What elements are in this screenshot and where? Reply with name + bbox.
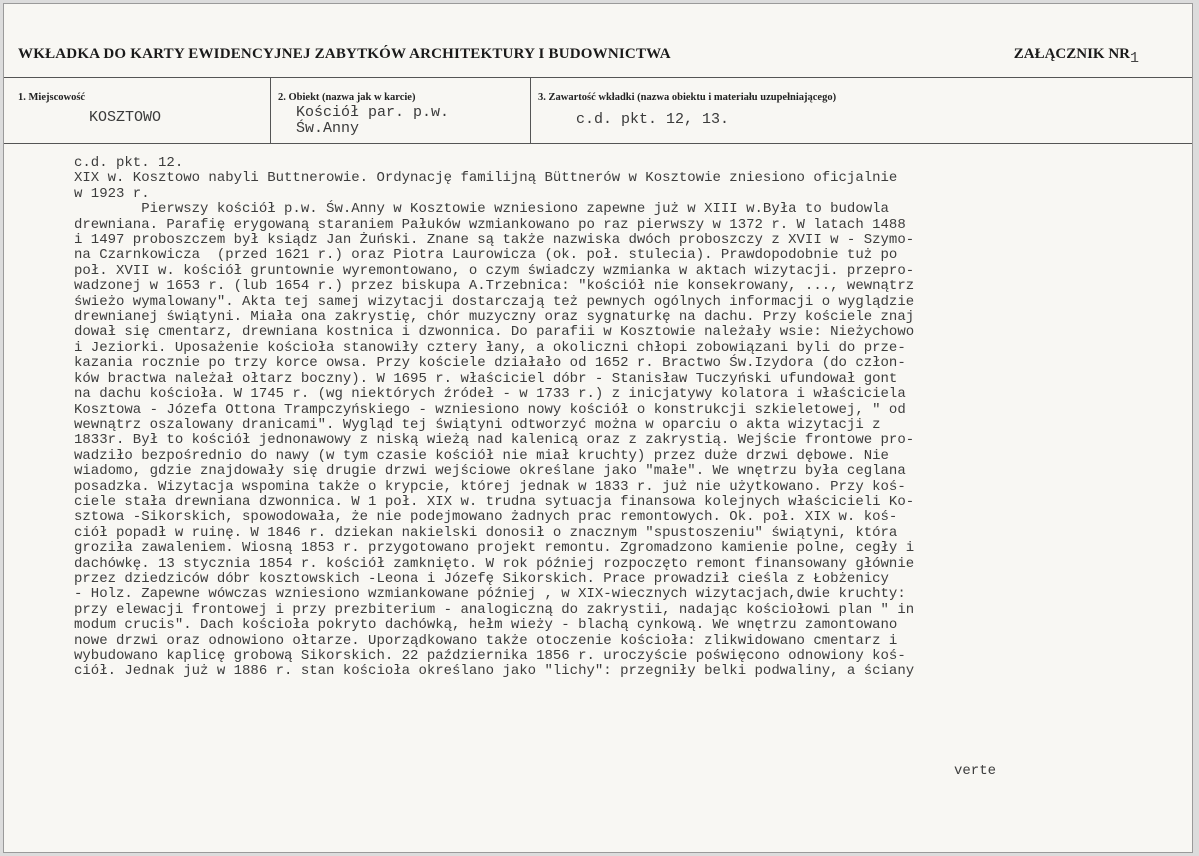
body-line: na Czarnkowicza (przed 1621 r.) oraz Piotra Laurowicza (ok. poł. stulecia). Prawdopodobnie tuż po xyxy=(74,247,898,264)
body-line: ciele stała drewniana dzwonnica. W 1 poł. XIX w. trudna sytuacja finansowa kolejnych właścicieli Ko- xyxy=(74,493,915,510)
body-line: posadzka. Wizytacja wspomina także o krypcie, której jednak w 1833 r. już nie użytkowano. Przy koś- xyxy=(74,478,906,495)
body-line: ciół. Jednak już w 1886 r. stan kościoła określano jako "lichy": przegniły belki podwaliny, a ściany xyxy=(74,663,915,680)
body-line: dował się cmentarz, drewniana kostnica i dzwonnica. Do parafii w Kosztowie należały wsie: Nieżychowo xyxy=(74,324,915,341)
body-line: sztowa -Sikorskich, spowodowała, że nie podejmowano żadnych prac remontowych. Ok. poł. XIX w. koś- xyxy=(74,509,898,526)
body-line: dachówkę. 13 stycznia 1854 r. kościół zamknięto. W rok później rozpoczęto remont finansowany głównie xyxy=(74,555,915,572)
inventory-card-insert xyxy=(3,3,1193,853)
body-line: nowe drzwi oraz odnowiono ołtarze. Uporządkowano także otoczenie kościoła: zlikwidowano cmentarz i xyxy=(74,632,898,649)
body-line: wiadomo, gdzie znajdowały się drugie drzwi wejściowe określane jako "małe". We wnętrzu była ceglana xyxy=(74,463,906,480)
body-line: wybudowano kaplicę grobową Sikorskich. 22 października 1856 r. uroczyście poświęcono odnowiony koś- xyxy=(74,648,906,664)
body-line: Pierwszy kościół p.w. Św.Anny w Kosztowie wzniesiono zapewne już w XIII w.Była to budowla xyxy=(74,201,889,218)
body-line: kazania rocznie po trzy korce owsa. Przy kościele działało od 1652 r. Bractwo Św.Izydora (do człon- xyxy=(74,355,906,372)
fields-bottom-rule xyxy=(4,143,1192,144)
body-line: ków bractwa należał ołtarz boczny). W 1695 r. właściciel dóbr - Stanisław Tuczyński ufundował gont xyxy=(74,370,898,387)
body-line: w 1923 r. xyxy=(74,185,150,202)
object-value-line2: Św.Anny xyxy=(296,120,360,137)
locality-label: 1. Miejscowość xyxy=(18,92,86,103)
contents-value: c.d. pkt. 12, 13. xyxy=(576,111,730,128)
header-rule xyxy=(4,77,1192,78)
body-line: przy elewacji frontowej i przy prezbiterium - analogiczną do zakrystii, nadając kościołowi plan " in xyxy=(74,601,915,618)
body-line: XIX w. Kosztowo nabyli Buttnerowie. Ordynację familijną Büttnerów w Kosztowie zniesiono oficjalnie xyxy=(74,170,898,187)
body-line: wewnątrz oszalowany dranicami". Wygląd tej świątyni odtworzyć można w oparciu o akta wizytacji z xyxy=(74,416,881,433)
card-title: WKŁADKA DO KARTY EWIDENCYJNEJ ZABYTKÓW ARCHITEKTURY I BUDOWNICTWA xyxy=(18,46,671,62)
field-divider-1 xyxy=(270,77,271,143)
body-line: - Holz. Zapewne wówczas wzniesiono wzmiankowane później , w XIX-wiecznych wizytacjach,dwie kruchty: xyxy=(74,586,906,603)
verte-note: verte xyxy=(954,763,997,779)
body-line: Kosztowa - Józefa Ottona Trampczyńskiego - wzniesiono nowy kościół o konstrukcji szkieletowej, " od xyxy=(74,401,906,418)
body-line: modum crucis". Dach kościoła pokryto dachówką, hełm wieży - blachą cynkową. We wnętrzu zamontowano xyxy=(74,617,898,634)
body-line: c.d. pkt. 12. xyxy=(74,155,184,171)
body-line: i 1497 proboszczem był ksiądz Jan Żuński. Znane są także nazwiska dwóch proboszczy z XVII w - Szymo- xyxy=(74,232,915,249)
contents-label: 3. Zawartość wkładki (nazwa obiektu i materiału uzupełniającego) xyxy=(538,92,837,103)
body-line: świeżo wymalowany". Akta tej samej wizytacji dostarczają też pewnych ogólnych informacji o wyglądzie xyxy=(74,293,915,310)
annex-label: ZAŁĄCZNIK NR xyxy=(1013,46,1130,62)
object-value-line1: Kościół par. p.w. xyxy=(296,104,450,121)
field-divider-2 xyxy=(530,77,531,143)
body-line: wadzonej w 1653 r. (lub 1654 r.) przez biskupa A.Trzebnica: "kościół nie konsekrowany, ..., wewnątrz xyxy=(74,278,915,295)
body-line: groziła zawaleniem. Wiosną 1853 r. przygotowano projekt remontu. Zgromadzono kamienie polne, cegły i xyxy=(74,540,915,557)
body-line: drewnianej świątyni. Miała ona zakrystię, chór muzyczny oraz sygnaturkę na dachu. Przy kościele znaj xyxy=(74,309,915,326)
body-line: i Jeziorki. Uposażenie kościoła stanowiły cztery łany, a okoliczni chłopi zobowiązani byli do prze- xyxy=(74,339,906,356)
body-line: ciół popadł w ruinę. W 1846 r. dziekan nakielski donosił o znacznym "spustoszeniu" świątyni, która xyxy=(74,524,898,541)
annex-number: 1 xyxy=(1129,50,1139,67)
body-line: na dachu kościoła. W 1745 r. (wg niektórych źródeł - w 1733 r.) z inicjatywy kolatora i właściciela xyxy=(74,386,906,403)
typed-body-text xyxy=(74,156,1189,680)
locality-value: KOSZTOWO xyxy=(89,109,162,126)
body-line: wadziło bezpośrednio do nawy (w tym czasie kościół nie miał kruchty) przez duże drzwi dębowe. Nie xyxy=(74,447,889,464)
object-label: 2. Obiekt (nazwa jak w karcie) xyxy=(278,92,416,103)
body-line: drewniana. Parafię erygowaną staraniem Pałuków wzmiankowano po raz pierwszy w 1372 r. W latach 1488 xyxy=(74,216,906,233)
body-line: 1833r. Był to kościół jednonawowy z niską wieżą nad kalenicą oraz z zakrystią. Wejście frontowe pro- xyxy=(74,432,915,449)
body-line: przez dziedziców dóbr kosztowskich -Leona i Józefę Sikorskich. Prace prowadził cieśla z Łobżenicy xyxy=(74,570,889,587)
body-line: poł. XVII w. kościół gruntownie wyremontowano, o czym świadczy wzmianka w aktach wizytacji. przepro- xyxy=(74,262,915,279)
